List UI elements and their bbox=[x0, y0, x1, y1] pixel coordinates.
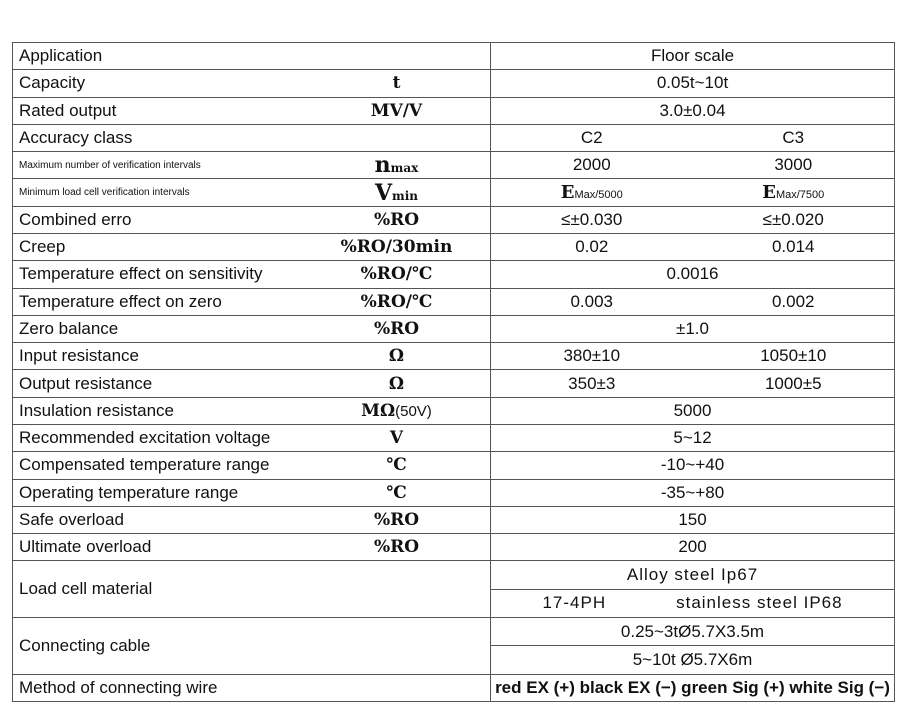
row-label-cell bbox=[13, 397, 491, 424]
row-label: Minimum load cell verification intervals bbox=[19, 187, 190, 199]
row-label: Recommended excitation voltage bbox=[19, 428, 271, 448]
row-unit bbox=[319, 428, 490, 448]
row-label: Combined erro bbox=[19, 209, 132, 229]
value-c3: 3000 bbox=[774, 155, 813, 175]
material-line-2a: 17-4PH bbox=[542, 593, 607, 613]
row-unit bbox=[319, 210, 490, 230]
row-value: 5~12 bbox=[491, 424, 895, 451]
table-row bbox=[13, 452, 895, 479]
unit-symbol: %RO/30min bbox=[340, 237, 453, 258]
row-label: Creep bbox=[19, 237, 66, 257]
unit-symbol: %RO/℃ bbox=[360, 291, 433, 312]
value-c3: 1050±10 bbox=[760, 346, 827, 366]
table-row bbox=[13, 424, 895, 451]
spec-table bbox=[12, 42, 895, 702]
row-label-cell bbox=[13, 233, 491, 260]
table-row-material bbox=[13, 561, 895, 589]
row-label-cell bbox=[13, 152, 491, 179]
value-c3: 0.014 bbox=[771, 237, 815, 257]
table-row bbox=[13, 370, 895, 397]
value-c3: C3 bbox=[782, 127, 805, 147]
row-value: 200 bbox=[491, 534, 895, 561]
row-label-cell bbox=[13, 179, 491, 206]
unit-note: (50V) bbox=[395, 402, 432, 420]
value-c3: ≤±0.020 bbox=[762, 209, 824, 229]
row-label-cell bbox=[13, 424, 491, 451]
unit-symbol: %RO/℃ bbox=[360, 264, 433, 285]
value-c2: 0.02 bbox=[575, 237, 609, 257]
wire-colors: red EX (+) black EX (−) green Sig (+) white Sig (−) bbox=[491, 674, 895, 701]
unit-symbol: t bbox=[392, 73, 401, 94]
table-row-cable bbox=[13, 617, 895, 645]
value-c2: 350±3 bbox=[568, 373, 616, 393]
value-c2: C2 bbox=[580, 127, 603, 147]
row-label-cell bbox=[13, 370, 491, 397]
table-row bbox=[13, 479, 895, 506]
table-row bbox=[13, 179, 895, 206]
row-unit bbox=[319, 537, 490, 557]
row-label: Insulation resistance bbox=[19, 400, 174, 420]
material-line-2 bbox=[491, 589, 895, 617]
row-values bbox=[491, 124, 895, 151]
value-sub: Max/5000 bbox=[574, 189, 623, 202]
row-label-cell bbox=[13, 97, 491, 124]
cable-line-1: 0.25~3tØ5.7X3.5m bbox=[491, 617, 895, 645]
row-value: 3.0±0.04 bbox=[491, 97, 895, 124]
value-c3 bbox=[693, 182, 895, 203]
row-unit bbox=[319, 237, 490, 257]
unit-symbol: Ω bbox=[388, 346, 405, 367]
row-label-cell bbox=[13, 534, 491, 561]
row-label: Safe overload bbox=[19, 509, 124, 529]
row-label: Rated output bbox=[19, 100, 117, 120]
row-unit bbox=[319, 483, 490, 503]
table-row bbox=[13, 124, 895, 151]
unit-symbol: MΩ bbox=[361, 400, 396, 421]
table-row bbox=[13, 152, 895, 179]
value-sub: Max/7500 bbox=[775, 189, 825, 202]
row-label-cell bbox=[13, 70, 491, 97]
unit-symbol: n bbox=[374, 152, 391, 179]
unit-symbol: %RO bbox=[373, 537, 420, 558]
unit-symbol: ℃ bbox=[386, 455, 407, 476]
row-unit bbox=[319, 264, 490, 284]
row-value: 150 bbox=[491, 506, 895, 533]
unit-subscript: max bbox=[390, 161, 419, 176]
row-values bbox=[491, 152, 895, 179]
row-label: Temperature effect on zero bbox=[19, 291, 222, 311]
row-unit bbox=[319, 455, 490, 475]
row-label: Maximum number of verification intervals bbox=[19, 159, 201, 171]
table-row bbox=[13, 206, 895, 233]
row-label: Capacity bbox=[19, 73, 86, 93]
row-label-cell bbox=[13, 124, 491, 151]
row-value: -35~+80 bbox=[491, 479, 895, 506]
row-unit bbox=[319, 152, 490, 178]
table-row bbox=[13, 343, 895, 370]
row-label: Method of connecting wire bbox=[13, 674, 491, 701]
row-label: Application bbox=[13, 43, 491, 70]
row-unit bbox=[319, 401, 490, 421]
row-label-cell bbox=[13, 288, 491, 315]
table-row bbox=[13, 97, 895, 124]
unit-symbol: %RO bbox=[373, 318, 420, 339]
table-row-wire bbox=[13, 674, 895, 701]
row-label: Zero balance bbox=[19, 318, 119, 338]
row-label-cell bbox=[13, 343, 491, 370]
row-value: 0.0016 bbox=[491, 261, 895, 288]
row-unit bbox=[319, 510, 490, 530]
row-values bbox=[491, 288, 895, 315]
table-row-header bbox=[13, 43, 895, 70]
value-c2: 380±10 bbox=[563, 346, 621, 366]
unit-symbol: MV/V bbox=[370, 100, 423, 121]
unit-symbol: %RO bbox=[373, 209, 420, 230]
value-c2: 2000 bbox=[572, 155, 611, 175]
value-main: E bbox=[762, 182, 776, 204]
row-values bbox=[491, 206, 895, 233]
row-label-cell bbox=[13, 261, 491, 288]
value-c2: ≤±0.030 bbox=[561, 209, 623, 229]
row-unit bbox=[319, 180, 490, 206]
row-value: 0.05t~10t bbox=[491, 70, 895, 97]
row-label: Output resistance bbox=[19, 373, 153, 393]
row-unit bbox=[319, 346, 490, 366]
value-c2 bbox=[491, 182, 693, 203]
row-label: Accuracy class bbox=[19, 127, 133, 147]
unit-symbol: V bbox=[389, 428, 404, 449]
table-row bbox=[13, 261, 895, 288]
row-value: ±1.0 bbox=[491, 315, 895, 342]
unit-symbol: ℃ bbox=[386, 482, 407, 503]
row-unit bbox=[319, 374, 490, 394]
row-label: Operating temperature range bbox=[19, 482, 239, 502]
row-label-cell bbox=[13, 206, 491, 233]
row-label-cell bbox=[13, 315, 491, 342]
row-label: Ultimate overload bbox=[19, 537, 152, 557]
unit-symbol: %RO bbox=[373, 509, 420, 530]
value-main: E bbox=[560, 182, 575, 204]
row-values bbox=[491, 343, 895, 370]
row-unit bbox=[319, 73, 490, 93]
table-row bbox=[13, 288, 895, 315]
unit-symbol: V bbox=[374, 179, 393, 206]
material-line-2b: stainless steel IP68 bbox=[676, 593, 843, 613]
value-c2: 0.003 bbox=[570, 291, 614, 311]
table-row bbox=[13, 397, 895, 424]
row-label: Load cell material bbox=[13, 561, 491, 618]
row-unit bbox=[319, 101, 490, 121]
table-row bbox=[13, 506, 895, 533]
row-label-cell bbox=[13, 506, 491, 533]
table-row bbox=[13, 233, 895, 260]
table-row bbox=[13, 70, 895, 97]
row-label: Connecting cable bbox=[13, 617, 491, 674]
unit-symbol: Ω bbox=[388, 373, 405, 394]
table-row bbox=[13, 534, 895, 561]
value-c3: 1000±5 bbox=[764, 373, 822, 393]
table-row bbox=[13, 315, 895, 342]
row-value: Floor scale bbox=[491, 43, 895, 70]
cable-line-2: 5~10t Ø5.7X6m bbox=[491, 646, 895, 674]
row-label: Temperature effect on sensitivity bbox=[19, 264, 263, 284]
row-label: Input resistance bbox=[19, 346, 140, 366]
row-unit bbox=[319, 319, 490, 339]
row-label: Compensated temperature range bbox=[19, 455, 270, 475]
row-values bbox=[491, 179, 895, 206]
row-values bbox=[491, 370, 895, 397]
row-unit bbox=[319, 292, 490, 312]
row-label-cell bbox=[13, 479, 491, 506]
row-value: 5000 bbox=[491, 397, 895, 424]
unit-subscript: min bbox=[392, 188, 419, 203]
row-label-cell bbox=[13, 452, 491, 479]
row-value: -10~+40 bbox=[491, 452, 895, 479]
material-line-1: Alloy steel Ip67 bbox=[491, 561, 895, 589]
row-values bbox=[491, 233, 895, 260]
value-c3: 0.002 bbox=[771, 291, 815, 311]
